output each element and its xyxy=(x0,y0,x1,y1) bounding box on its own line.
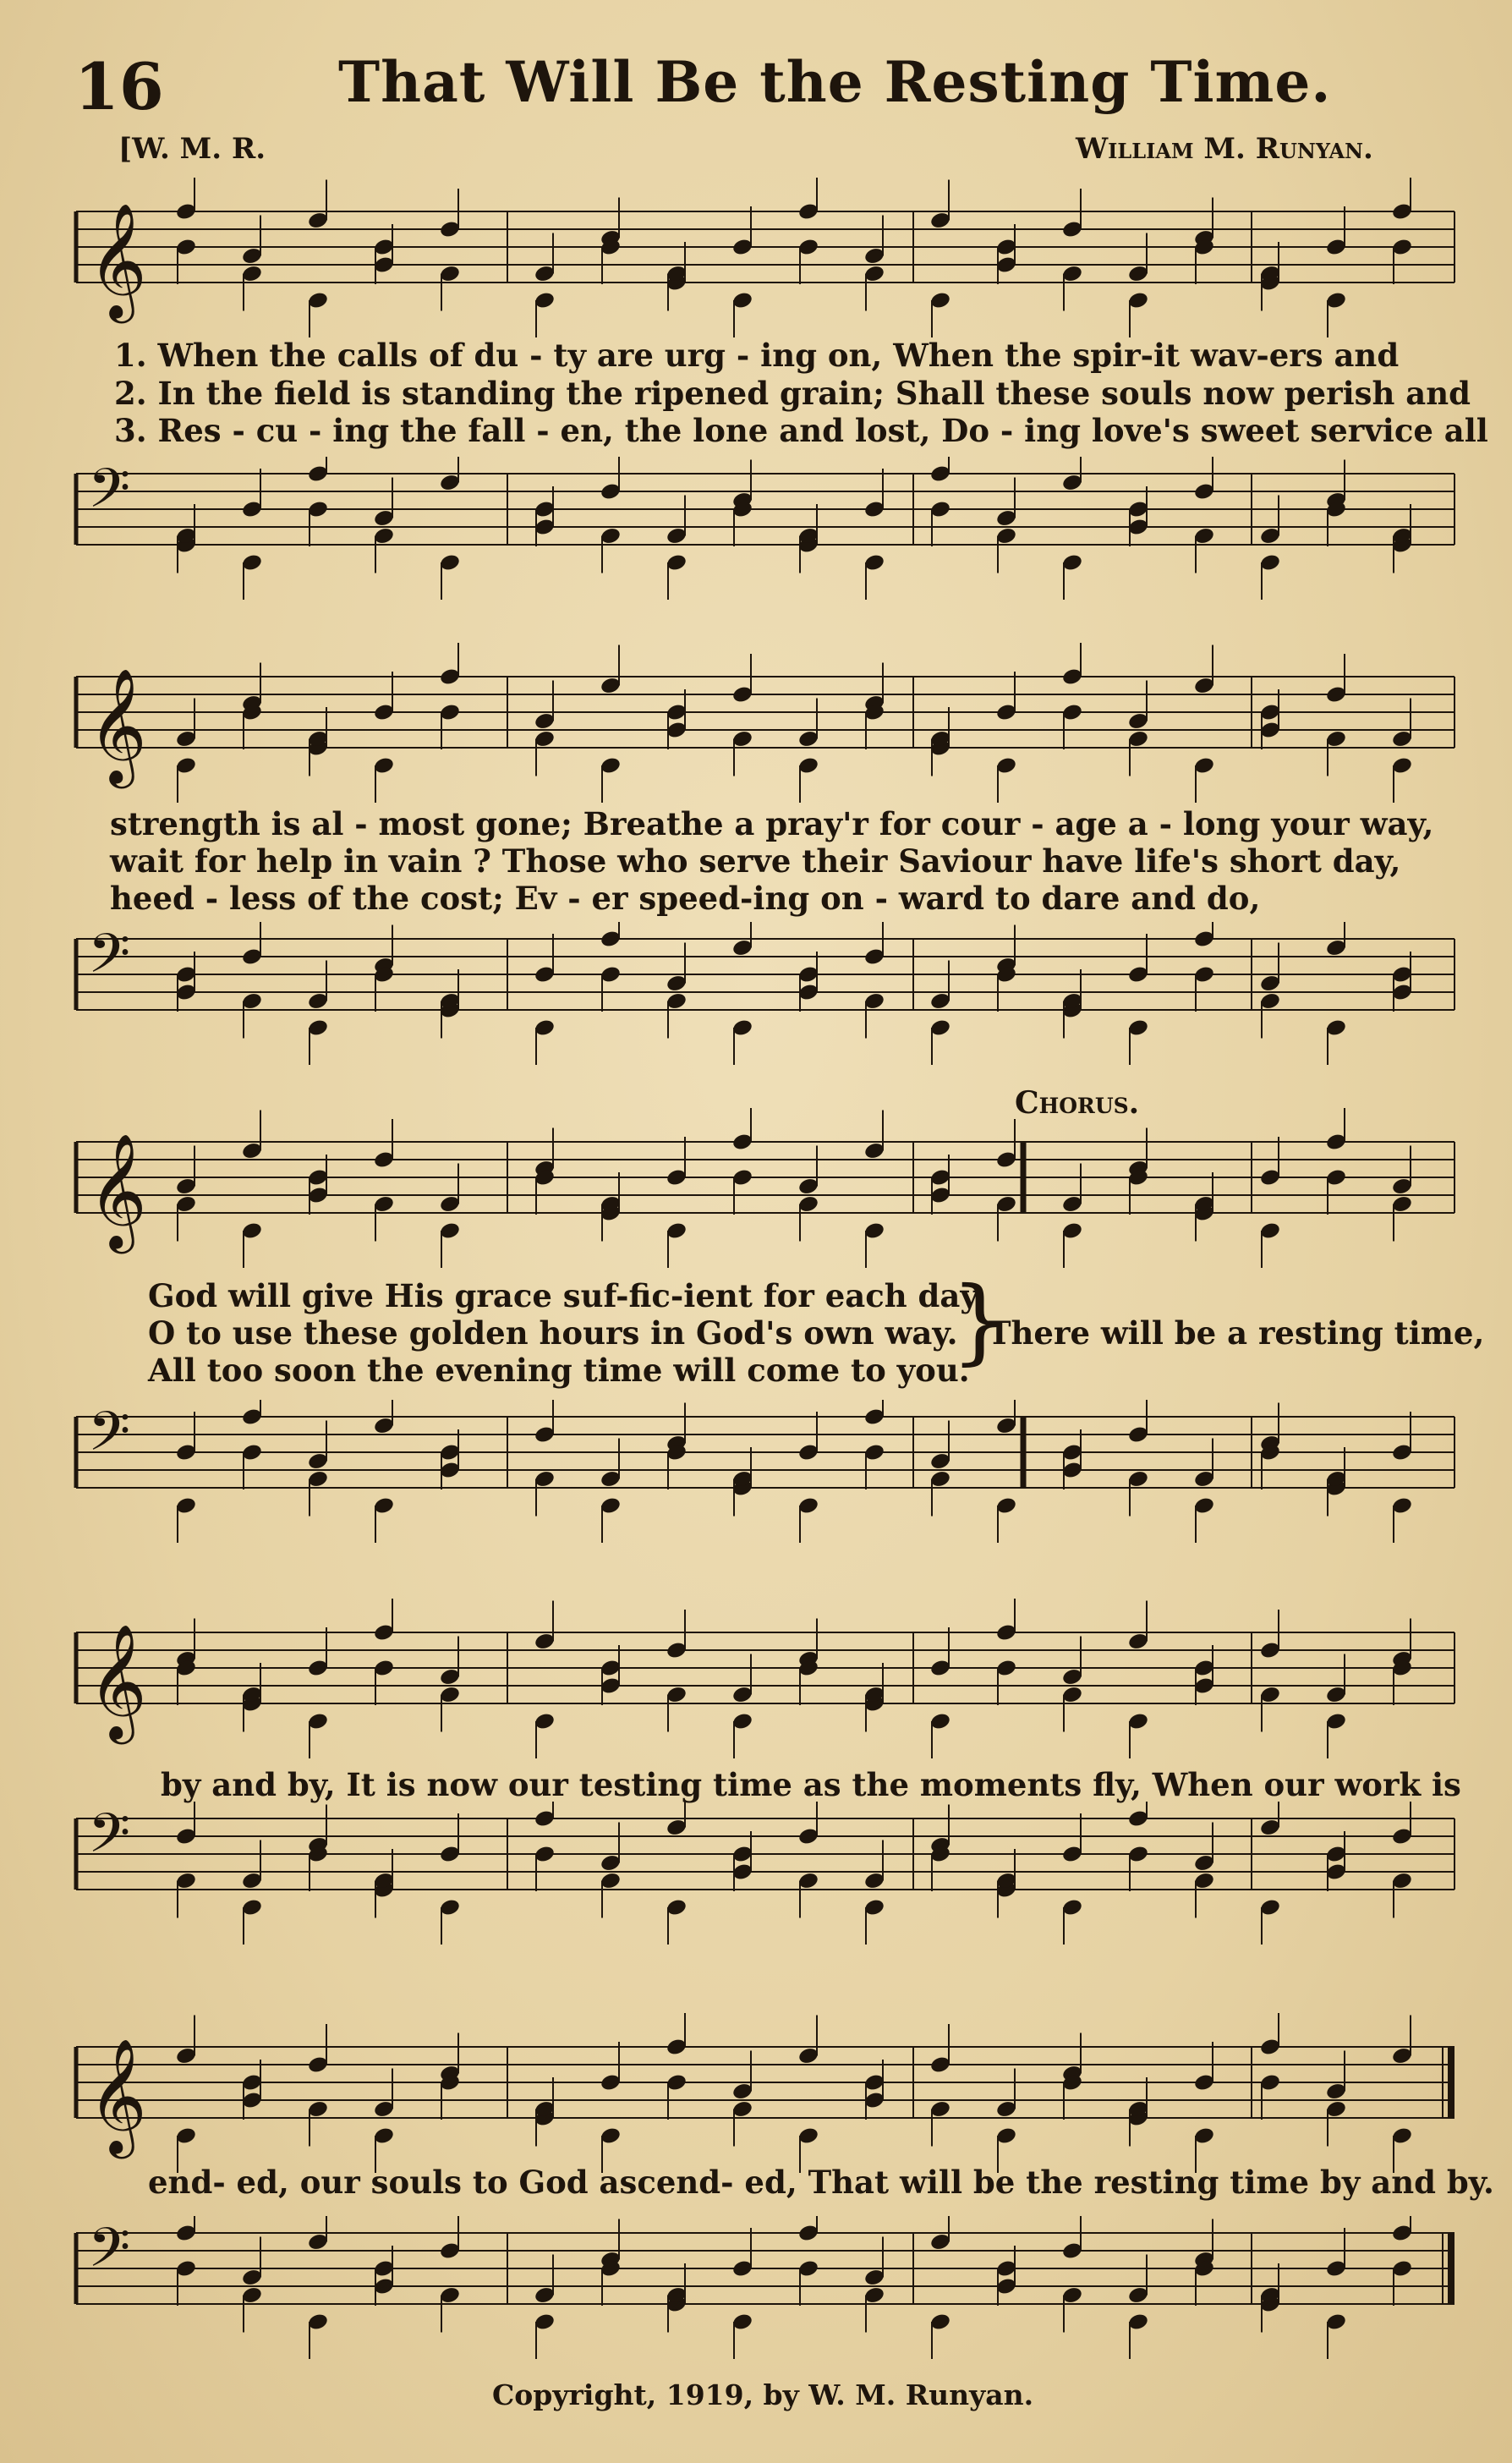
treble-clef-icon: 𝄞 xyxy=(88,201,147,318)
verse2-line3: O to use these golden hours in God's own way. xyxy=(148,1314,958,1352)
page-number: 16 xyxy=(74,49,164,124)
verse2-line1: 2. In the field is standing the ripened grain; Shall these souls now perish and xyxy=(114,375,1471,412)
verse2-line2: wait for help in vain ? Those who serve their Saviour have life's short day, xyxy=(110,842,1401,880)
bass-staff-5 xyxy=(68,2216,1463,2402)
refrain-line-5: end- ed, our souls to God ascend- ed, That will be the resting time by and by. xyxy=(148,2164,1494,2201)
bass-staff-2 xyxy=(68,922,1463,1108)
treble-staff-2 xyxy=(68,643,1463,829)
treble-staff-4 xyxy=(68,1599,1463,1785)
bass-clef-icon: 𝄢 xyxy=(88,458,131,534)
verse1-line2: strength is al - most gone; Breathe a pray'r for cour - age a - long your way, xyxy=(110,805,1434,842)
verse1-line3: God will give His grace suf-fic-ient for each day. xyxy=(148,1277,986,1314)
bass-staff-1 xyxy=(68,457,1463,643)
chorus-label: Chorus. xyxy=(1015,1085,1140,1121)
verse-brace: } xyxy=(950,1266,1010,1374)
verse3-line1: 3. Res - cu - ing the fall - en, the lone and lost, Do - ing love's sweet service all xyxy=(114,412,1488,449)
bass-staff-3 xyxy=(68,1400,1463,1586)
bass-clef-icon: 𝄢 xyxy=(88,2217,131,2293)
copyright-notice: Copyright, 1919, by W. M. Runyan. xyxy=(492,2378,1034,2411)
verse1-line1: 1. When the calls of du - ty are urg - ing on, When the spir-it wav-ers and xyxy=(114,337,1400,374)
bass-clef-icon: 𝄢 xyxy=(88,1802,131,1879)
treble-staff-3 xyxy=(68,1108,1463,1294)
treble-clef-icon: 𝄞 xyxy=(88,1622,147,1739)
bass-staff-4 xyxy=(68,1802,1463,1988)
lyricist-credit: [W. M. R. xyxy=(118,132,266,166)
refrain-start-text: There will be a resting time, xyxy=(988,1314,1485,1352)
bass-clef-icon: 𝄢 xyxy=(88,923,131,999)
treble-clef-icon: 𝄞 xyxy=(88,2037,147,2153)
treble-clef-icon: 𝄞 xyxy=(88,1132,147,1248)
composer-credit: William M. Runyan. xyxy=(1076,132,1373,166)
refrain-line-4: by and by, It is now our testing time as the moments fly, When our work is xyxy=(161,1766,1461,1803)
treble-clef-icon: 𝄞 xyxy=(88,666,147,783)
song-title: That Will Be the Resting Time. xyxy=(338,49,1332,115)
verse3-line2: heed - less of the cost; Ev - er speed-ing on - ward to dare and do, xyxy=(110,880,1261,917)
bass-clef-icon: 𝄢 xyxy=(88,1401,131,1477)
treble-staff-1 xyxy=(68,178,1463,364)
verse3-line3: All too soon the evening time will come to you. xyxy=(148,1352,970,1389)
